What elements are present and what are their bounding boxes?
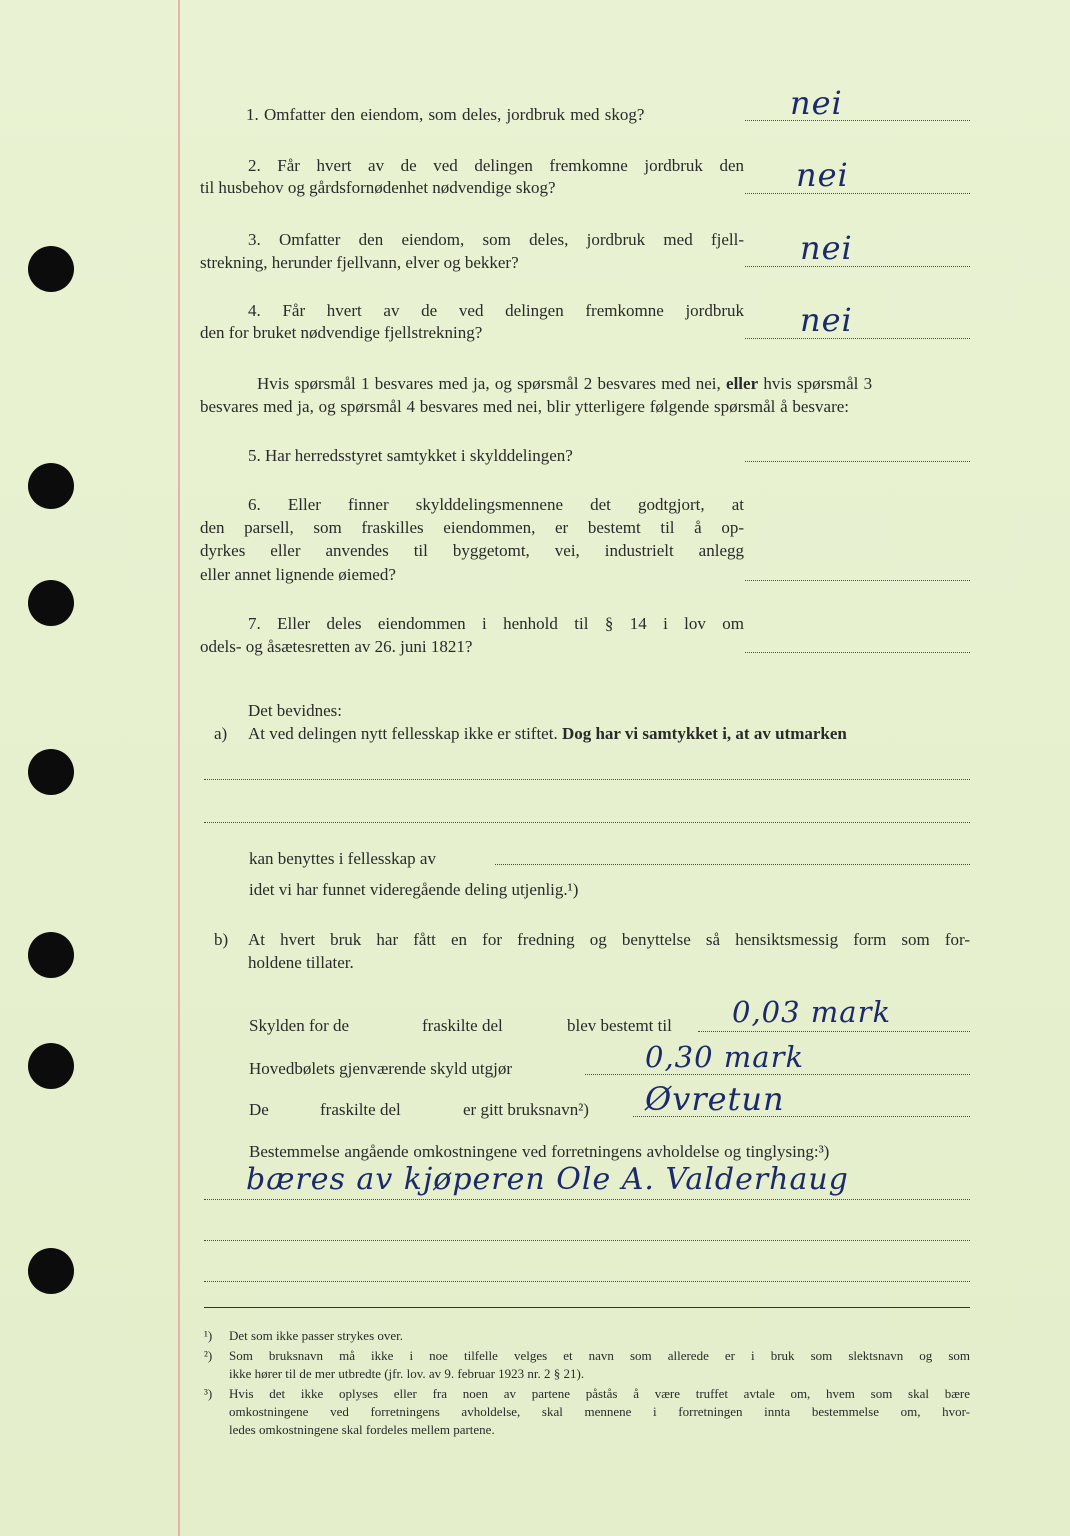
skyld-label-part: Skylden for de bbox=[249, 1016, 350, 1035]
question-7-answer-line bbox=[745, 652, 970, 653]
skyld-fill-line bbox=[698, 1031, 970, 1032]
hoved-value: 0,30 mark bbox=[645, 1040, 805, 1074]
blank-fill-line bbox=[204, 779, 970, 780]
footnote-line: Som bruksnavn må ikke i noe tilfelle velges et navn som allerede er i bruk som slektsnavn og som bbox=[229, 1348, 970, 1363]
name-value: Øvretun bbox=[645, 1080, 785, 1118]
question-2-answer: nei bbox=[796, 156, 849, 194]
cost-label: Bestemmelse angående omkostningene ved forretningens avholdelse og tinglysing:³) bbox=[249, 1142, 830, 1161]
skyld-label-part: fraskilte del bbox=[422, 1016, 503, 1035]
blank-fill-line bbox=[204, 1281, 970, 1282]
shared-use-fill-line bbox=[495, 864, 970, 865]
question-6-answer-line bbox=[745, 580, 970, 581]
question-3-answer-line bbox=[745, 266, 970, 267]
blank-fill-line bbox=[204, 1240, 970, 1241]
footnote-line: ikke hører til de mer utbredte (jfr. lov. av 9. februar 1923 nr. 2 § 21). bbox=[229, 1366, 585, 1381]
question-5-answer-line bbox=[745, 461, 970, 462]
certification-heading: Det bevidnes: bbox=[248, 701, 342, 720]
item-a-shared-use: kan benyttes i fellesskap av bbox=[249, 849, 436, 868]
question-3-line: strekning, herunder fjellvann, elver og bekker? bbox=[200, 253, 519, 272]
skyld-label-part: blev bestemt til bbox=[567, 1016, 672, 1035]
conditional-intro-line: besvares med ja, og spørsmål 4 besvares med nei, blir ytterligere følgende spørsmål å besvare: bbox=[200, 397, 850, 416]
item-a-label: a) bbox=[214, 724, 228, 743]
name-label-part: er gitt bruksnavn²) bbox=[463, 1100, 589, 1119]
cost-fill-line bbox=[204, 1199, 970, 1200]
footnote-line: ledes omkostningene skal fordeles mellem partene. bbox=[229, 1422, 495, 1437]
punch-hole bbox=[28, 246, 74, 292]
item-b-label: b) bbox=[214, 930, 229, 949]
question-3-line: 3. Omfatter den eiendom, som deles, jordbruk med fjell- bbox=[248, 230, 744, 249]
item-a-reason: idet vi har funnet videregående deling utjenlig.¹) bbox=[249, 880, 579, 899]
question-2-line: til husbehov og gårdsfornødenhet nødvendige skog? bbox=[200, 178, 556, 197]
question-5-line: 5. Har herredsstyret samtykket i skylddelingen? bbox=[248, 446, 573, 465]
question-6-line: 6. Eller finner skylddelingsmennene det godtgjort, at bbox=[248, 495, 744, 514]
footnote-mark: ¹) bbox=[204, 1328, 213, 1343]
footnote-3 bbox=[229, 1385, 970, 1439]
question-6-line: dyrkes eller anvendes til byggetomt, vei, industrielt anlegg bbox=[200, 541, 744, 560]
name-label-part: fraskilte del bbox=[320, 1100, 401, 1119]
cost-value: bæres av kjøperen Ole A. Valderhaug bbox=[246, 1162, 849, 1197]
question-7-line: 7. Eller deles eiendommen i henhold til § 14 i lov om bbox=[248, 614, 744, 633]
hoved-fill-line bbox=[585, 1074, 970, 1075]
footnote-line: Det som ikke passer strykes over. bbox=[229, 1328, 404, 1343]
question-4-answer-line bbox=[745, 338, 970, 339]
question-1-answer: nei bbox=[790, 84, 843, 122]
footnote-line: Hvis det ikke oplyses eller fra noen av partene påstås å være truffet avtale om, hvem som skal bære bbox=[229, 1386, 970, 1401]
hoved-label: Hovedbølets gjenværende skyld utgjør bbox=[249, 1059, 512, 1078]
item-a-line: At ved delingen nytt fellesskap ikke er stiftet. Dog har vi samtykket i, at av utmarken bbox=[248, 724, 847, 743]
punch-hole bbox=[28, 463, 74, 509]
question-7-line: odels- og åsætesretten av 26. juni 1821? bbox=[200, 637, 473, 656]
skyld-value: 0,03 mark bbox=[732, 995, 892, 1029]
question-2-line: 2. Får hvert av de ved delingen fremkomne jordbruk den bbox=[248, 156, 744, 175]
punch-hole bbox=[28, 580, 74, 626]
name-label-part: De bbox=[249, 1100, 269, 1119]
question-6-line: eller annet lignende øiemed? bbox=[200, 565, 396, 584]
item-b-line: holdene tillater. bbox=[248, 953, 354, 972]
conditional-intro-line: Hvis spørsmål 1 besvares med ja, og spørsmål 2 besvares med nei, eller hvis spørsmål 3 bbox=[257, 374, 873, 393]
question-4-line: 4. Får hvert av de ved delingen fremkomne jordbruk bbox=[248, 301, 744, 320]
footnote-line: omkostningene ved forretningens avholdelse, skal mennene i forretningen innta bestemmelse om, hvor- bbox=[229, 1404, 970, 1419]
question-1-line: 1. Omfatter den eiendom, som deles, jordbruk med skog? bbox=[246, 105, 645, 124]
footnote-mark: ²) bbox=[204, 1348, 213, 1363]
margin-rule bbox=[178, 0, 180, 1536]
footnote-1 bbox=[229, 1327, 970, 1345]
punch-hole bbox=[28, 1043, 74, 1089]
question-4-line: den for bruket nødvendige fjellstrekning? bbox=[200, 323, 483, 342]
punch-hole bbox=[28, 749, 74, 795]
question-2-answer-line bbox=[745, 193, 970, 194]
question-3-answer: nei bbox=[800, 229, 853, 267]
question-4-answer: nei bbox=[800, 301, 853, 339]
footnote-2 bbox=[229, 1347, 970, 1383]
item-b-line: At hvert bruk har fått en for fredning og benyttelse så hensiktsmessig form som for- bbox=[248, 930, 970, 949]
footnote-mark: ³) bbox=[204, 1386, 213, 1401]
punch-hole bbox=[28, 932, 74, 978]
punch-hole bbox=[28, 1248, 74, 1294]
blank-fill-line bbox=[204, 822, 970, 823]
question-1-answer-line bbox=[745, 120, 970, 121]
question-6-line: den parsell, som fraskilles eiendommen, er bestemt til å op- bbox=[200, 518, 744, 537]
footnote-separator bbox=[204, 1307, 970, 1308]
